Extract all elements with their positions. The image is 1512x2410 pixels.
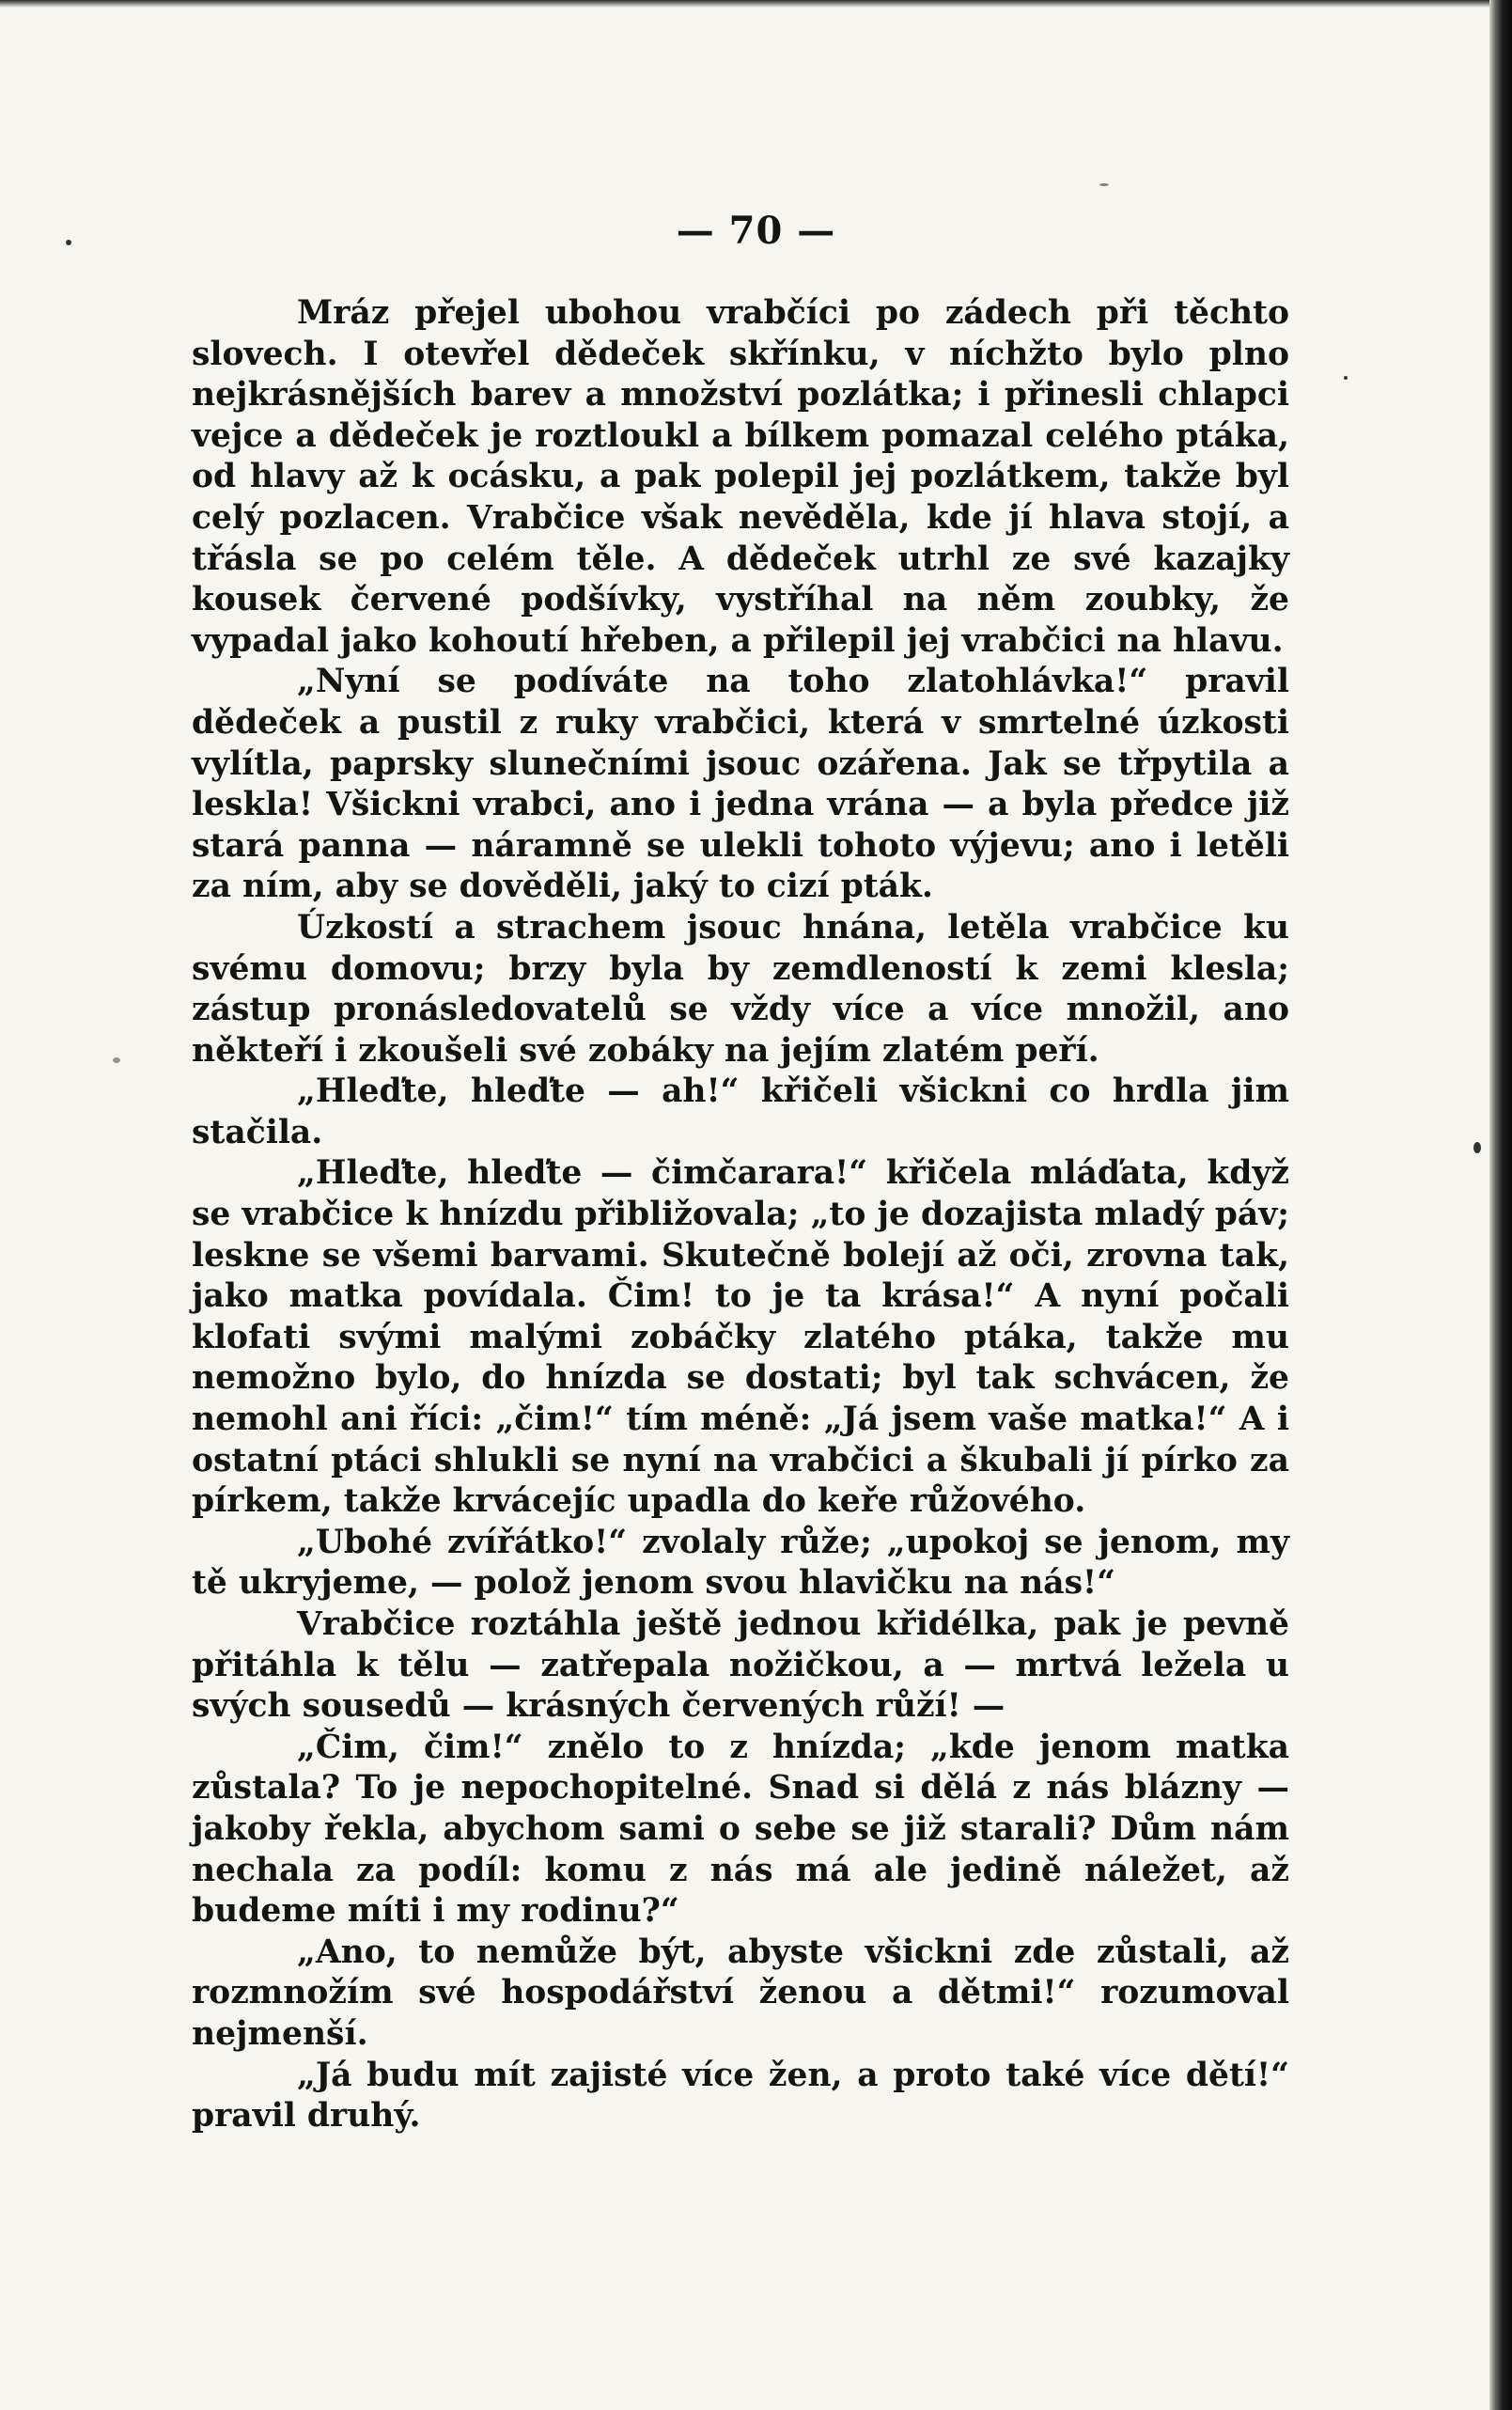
scan-right-edge [1489, 0, 1512, 2410]
scan-speck [1473, 1142, 1481, 1153]
paragraph: „Hleďte, hleďte — čimčarara!“ křičela mláďata, když se vrabčice k hnízdu přibližovala; „to je dozajista mladý páv; leskne se všemi barvami. Skutečně bolejí až oči, zrovna tak, jako matka povídala. Čim! to je ta krása!“ A nyní počali klofati svými malými zobáčky zlatého ptáka, takže mu nemožno bylo, do hnízda se dostati; byl tak schvácen, že nemohl ani říci: „čim!“ tím méně: „Já jsem vaše matka!“ A i ostatní ptáci shlukli se nyní na vrabčici a škubali jí pírko za pírkem, takže krvácejíc upadla do keře růžového. [192, 1154, 1289, 1521]
paragraph: „Ubohé zvířátko!“ zvolaly růže; „upokoj se jenom, my tě ukryjeme, — polož jenom svou hlavičku na nás!“ [192, 1523, 1289, 1603]
paragraph: „Nyní se podíváte na toho zlatohlávka!“ pravil dědeček a pustil z ruky vrabčici, která v smrtelné úzkosti vylítla, paprsky slunečními jsouc ozářena. Jak se třpytila a leskla! Všickni vrabci, ano i jedna vrána — a byla předce již stará panna — náramně se ulekli tohoto výjevu; ano i letěli za ním, aby se dověděli, jaký to cizí pták. [192, 663, 1289, 906]
paragraph: „Hleďte, hleďte — ah!“ křičeli všickni co hrdla jim stačila. [192, 1072, 1289, 1151]
paragraph: „Ano, to nemůže být, abyste všickni zde zůstali, až rozmnožím své hospodářství ženou a dětmi!“ rozumoval nejmenší. [192, 1933, 1289, 2053]
scan-speck [113, 1057, 120, 1063]
paragraph: Mráz přejel ubohou vrabčíci po zádech při těchto slovech. I otevřel dědeček skřínku, v níchžto bylo plno nejkrásnějších barev a množství pozlátka; i přinesli chlapci vejce a dědeček je roztloukl a bílkem pomazal celého ptáka, od hlavy až k ocásku, a pak polepil jej pozlátkem, takže byl celý pozlacen. Vrabčice však nevěděla, kde jí hlava stojí, a třásla se po celém těle. A dědeček utrhl ze své kazajky kousek červené podšívky, vystříhal na něm zoubky, že vypadal jako kohoutí hřeben, a přilepil jej vrabčici na hlavu. [192, 294, 1289, 660]
scan-speck [1344, 376, 1348, 380]
paragraph: Úzkostí a strachem jsouc hnána, letěla vrabčice ku svému domovu; brzy byla by zemdleností k zemi klesla; zástup pronásledovatelů se vždy více a více množil, ano někteří i zkoušeli své zobáky na jejím zlatém peří. [192, 908, 1289, 1070]
body-text [192, 293, 1289, 2137]
paragraph: „Čim, čim!“ znělo to z hnízda; „kde jenom matka zůstala? To je nepochopitelné. Snad si dělá z nás blázny — jakoby řekla, abychom sami o sebe se již starali? Dům nám nechala za podíl: komu z nás má ale jedině náležet, až budeme míti i my rodinu?“ [192, 1728, 1289, 1931]
paragraph: „Já budu mít zajisté více žen, a proto také více dětí!“ pravil druhý. [192, 2056, 1289, 2136]
page-number: — 70 — [676, 209, 836, 253]
scan-top-edge [0, 0, 1512, 8]
paragraph: Vrabčice roztáhla ještě jednou křidélka, pak je pevně přitáhla k tělu — zatřepala nožičkou, a — mrtvá ležela u svých sousedů — krásných červených růží! — [192, 1605, 1289, 1726]
scan-speck [1099, 183, 1109, 186]
